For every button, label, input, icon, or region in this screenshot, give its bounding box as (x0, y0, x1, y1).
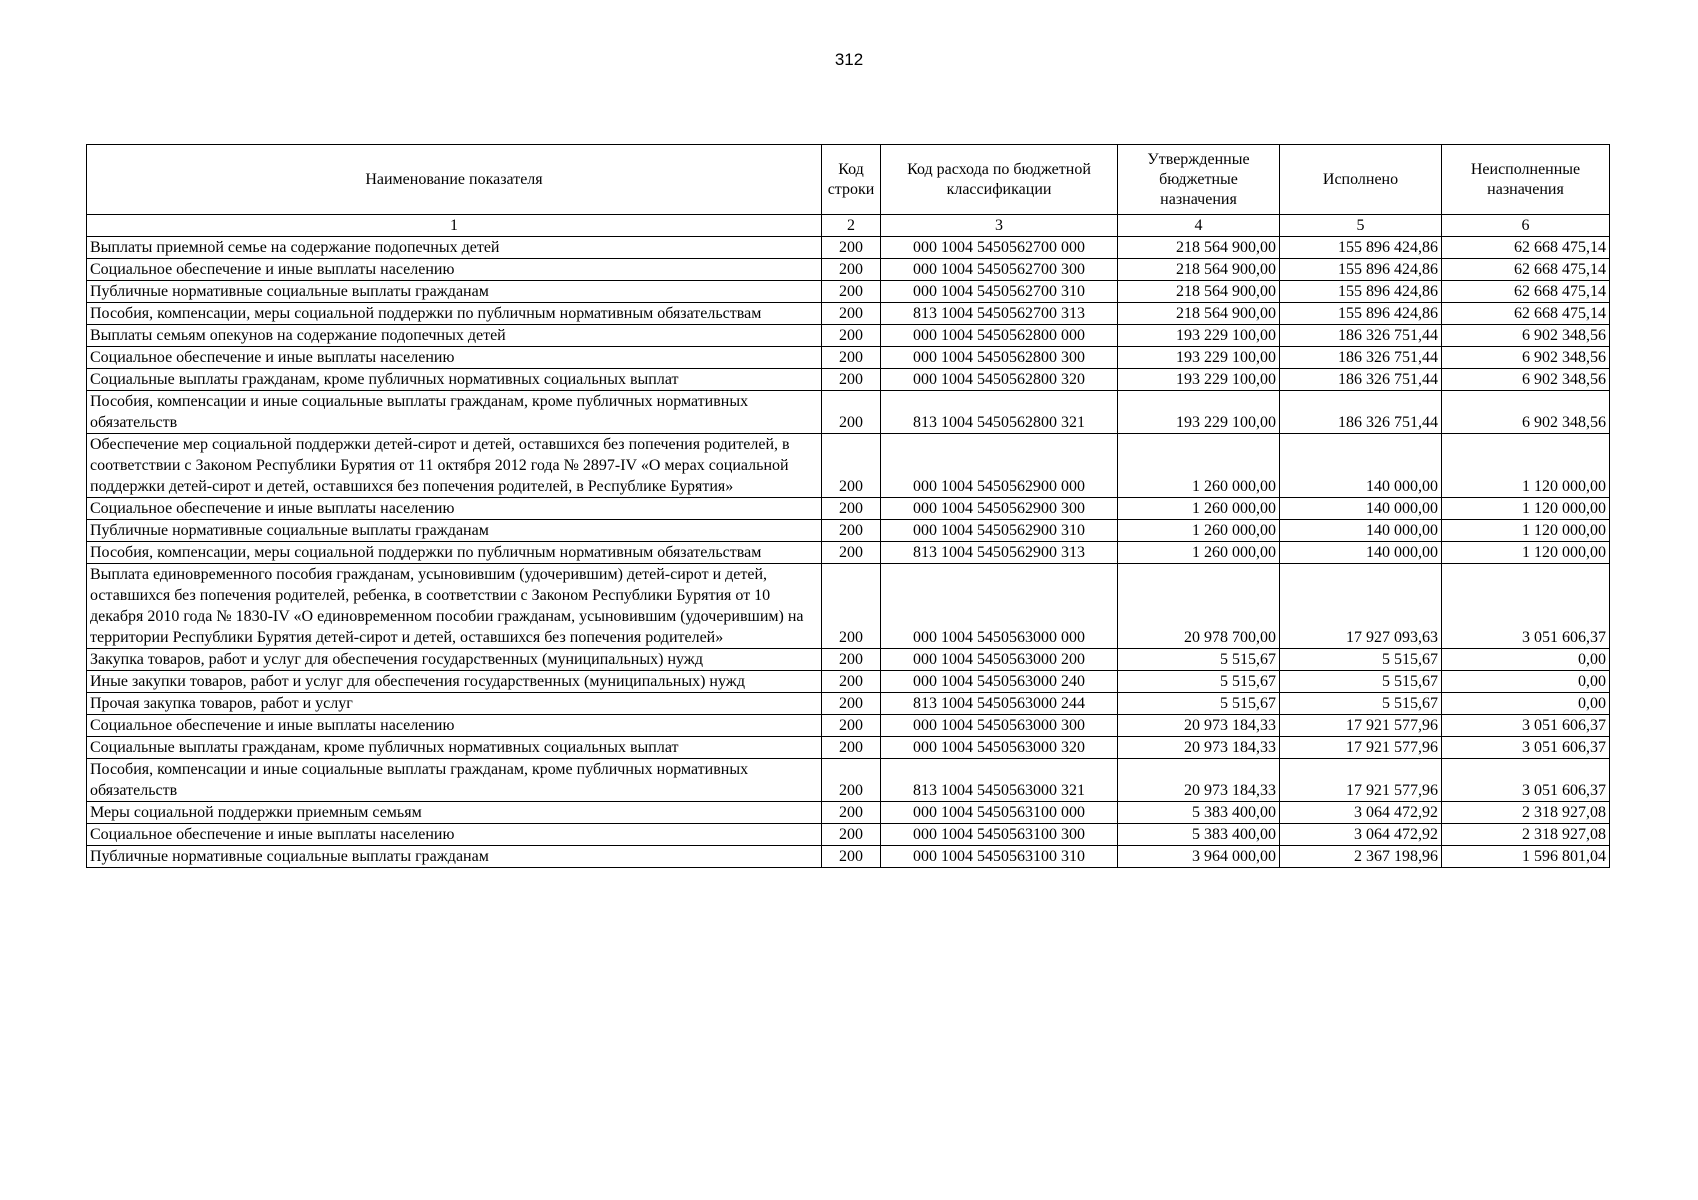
row-approved: 5 383 400,00 (1118, 802, 1280, 824)
row-unexecuted: 1 120 000,00 (1442, 542, 1610, 564)
row-unexecuted: 2 318 927,08 (1442, 824, 1610, 846)
row-code: 200 (822, 693, 881, 715)
column-number-row (87, 215, 1610, 237)
header-indicator-name: Наименование показателя (87, 145, 822, 215)
row-approved: 1 260 000,00 (1118, 498, 1280, 520)
row-code: 200 (822, 237, 881, 259)
row-expense-code: 000 1004 5450563000 300 (881, 715, 1118, 737)
row-name: Пособия, компенсации, меры социальной поддержки по публичным нормативным обязательствам (87, 542, 822, 564)
table-row (87, 824, 1610, 846)
row-name: Пособия, компенсации и иные социальные выплаты гражданам, кроме публичных нормативных обязательств (87, 759, 822, 802)
row-executed: 2 367 198,96 (1280, 846, 1442, 868)
row-name: Пособия, компенсации и иные социальные выплаты гражданам, кроме публичных нормативных обязательств (87, 391, 822, 434)
row-approved: 1 260 000,00 (1118, 542, 1280, 564)
row-executed: 155 896 424,86 (1280, 237, 1442, 259)
row-executed: 5 515,67 (1280, 649, 1442, 671)
table-row (87, 434, 1610, 498)
row-code: 200 (822, 759, 881, 802)
row-code: 200 (822, 542, 881, 564)
row-name: Социальные выплаты гражданам, кроме публичных нормативных социальных выплат (87, 737, 822, 759)
row-code: 200 (822, 802, 881, 824)
row-approved: 218 564 900,00 (1118, 281, 1280, 303)
row-approved: 20 978 700,00 (1118, 564, 1280, 649)
row-executed: 3 064 472,92 (1280, 824, 1442, 846)
table-row (87, 846, 1610, 868)
row-expense-code: 000 1004 5450563100 300 (881, 824, 1118, 846)
table-row (87, 759, 1610, 802)
row-name: Социальное обеспечение и иные выплаты населению (87, 715, 822, 737)
row-name: Выплаты семьям опекунов на содержание подопечных детей (87, 325, 822, 347)
row-approved: 1 260 000,00 (1118, 434, 1280, 498)
table-row (87, 237, 1610, 259)
row-name: Социальное обеспечение и иные выплаты населению (87, 259, 822, 281)
row-code: 200 (822, 259, 881, 281)
row-expense-code: 813 1004 5450562700 313 (881, 303, 1118, 325)
row-name: Выплата единовременного пособия гражданам, усыновившим (удочерившим) детей-сирот и детей, оставшихся без попечения родителей, ребенка, в соответствии с Законом Республики Бурятия от 10 декабря 2010 года № 1830-IV «О единовременном пособии гражданам, усыновившим (удочерившим) на территории Республики Бурятия детей-сирот и детей, оставшихся без попечения родителей» (87, 564, 822, 649)
row-name: Меры социальной поддержки приемным семьям (87, 802, 822, 824)
row-approved: 193 229 100,00 (1118, 369, 1280, 391)
table-row (87, 542, 1610, 564)
row-approved: 218 564 900,00 (1118, 303, 1280, 325)
row-approved: 218 564 900,00 (1118, 259, 1280, 281)
row-unexecuted: 0,00 (1442, 649, 1610, 671)
row-executed: 17 921 577,96 (1280, 759, 1442, 802)
row-executed: 186 326 751,44 (1280, 325, 1442, 347)
row-code: 200 (822, 498, 881, 520)
row-code: 200 (822, 281, 881, 303)
row-approved: 3 964 000,00 (1118, 846, 1280, 868)
column-number: 6 (1442, 215, 1610, 237)
row-code: 200 (822, 520, 881, 542)
row-approved: 193 229 100,00 (1118, 347, 1280, 369)
row-executed: 186 326 751,44 (1280, 347, 1442, 369)
row-expense-code: 000 1004 5450562900 310 (881, 520, 1118, 542)
row-executed: 155 896 424,86 (1280, 281, 1442, 303)
table-row (87, 259, 1610, 281)
row-approved: 5 515,67 (1118, 671, 1280, 693)
row-expense-code: 000 1004 5450562900 000 (881, 434, 1118, 498)
row-unexecuted: 0,00 (1442, 693, 1610, 715)
column-number: 2 (822, 215, 881, 237)
row-executed: 140 000,00 (1280, 434, 1442, 498)
row-code: 200 (822, 347, 881, 369)
row-expense-code: 000 1004 5450563000 240 (881, 671, 1118, 693)
table-row (87, 325, 1610, 347)
row-executed: 3 064 472,92 (1280, 802, 1442, 824)
table-row (87, 671, 1610, 693)
row-expense-code: 000 1004 5450562900 300 (881, 498, 1118, 520)
row-code: 200 (822, 824, 881, 846)
header-executed: Исполнено (1280, 145, 1442, 215)
row-unexecuted: 6 902 348,56 (1442, 347, 1610, 369)
table-row (87, 369, 1610, 391)
table-row (87, 649, 1610, 671)
row-approved: 5 383 400,00 (1118, 824, 1280, 846)
row-approved: 193 229 100,00 (1118, 325, 1280, 347)
row-expense-code: 000 1004 5450562700 310 (881, 281, 1118, 303)
row-code: 200 (822, 715, 881, 737)
row-expense-code: 000 1004 5450562800 000 (881, 325, 1118, 347)
row-unexecuted: 3 051 606,37 (1442, 737, 1610, 759)
table-row (87, 564, 1610, 649)
row-unexecuted: 1 120 000,00 (1442, 520, 1610, 542)
table-row (87, 347, 1610, 369)
row-executed: 155 896 424,86 (1280, 303, 1442, 325)
row-expense-code: 813 1004 5450562800 321 (881, 391, 1118, 434)
row-approved: 20 973 184,33 (1118, 759, 1280, 802)
row-executed: 17 921 577,96 (1280, 737, 1442, 759)
row-unexecuted: 6 902 348,56 (1442, 369, 1610, 391)
row-name: Пособия, компенсации, меры социальной поддержки по публичным нормативным обязательствам (87, 303, 822, 325)
row-expense-code: 000 1004 5450562700 000 (881, 237, 1118, 259)
row-approved: 1 260 000,00 (1118, 520, 1280, 542)
row-name: Социальное обеспечение и иные выплаты населению (87, 347, 822, 369)
row-code: 200 (822, 649, 881, 671)
row-code: 200 (822, 303, 881, 325)
row-code: 200 (822, 391, 881, 434)
row-expense-code: 000 1004 5450563100 310 (881, 846, 1118, 868)
row-approved: 5 515,67 (1118, 649, 1280, 671)
row-executed: 17 921 577,96 (1280, 715, 1442, 737)
column-number: 5 (1280, 215, 1442, 237)
row-code: 200 (822, 434, 881, 498)
row-unexecuted: 62 668 475,14 (1442, 237, 1610, 259)
row-code: 200 (822, 325, 881, 347)
column-number: 1 (87, 215, 822, 237)
header-approved: Утвержденные бюджетные назначения (1118, 145, 1280, 215)
row-expense-code: 813 1004 5450563000 321 (881, 759, 1118, 802)
row-name: Публичные нормативные социальные выплаты гражданам (87, 520, 822, 542)
row-name: Социальное обеспечение и иные выплаты населению (87, 824, 822, 846)
table-row (87, 303, 1610, 325)
row-name: Публичные нормативные социальные выплаты гражданам (87, 846, 822, 868)
row-unexecuted: 1 120 000,00 (1442, 498, 1610, 520)
row-name: Социальное обеспечение и иные выплаты населению (87, 498, 822, 520)
header-row-code: Код строки (822, 145, 881, 215)
row-name: Выплаты приемной семье на содержание подопечных детей (87, 237, 822, 259)
row-unexecuted: 1 120 000,00 (1442, 434, 1610, 498)
row-unexecuted: 2 318 927,08 (1442, 802, 1610, 824)
row-unexecuted: 6 902 348,56 (1442, 391, 1610, 434)
row-name: Прочая закупка товаров, работ и услуг (87, 693, 822, 715)
row-unexecuted: 62 668 475,14 (1442, 303, 1610, 325)
column-number: 4 (1118, 215, 1280, 237)
row-unexecuted: 3 051 606,37 (1442, 564, 1610, 649)
table-row (87, 737, 1610, 759)
row-unexecuted: 3 051 606,37 (1442, 715, 1610, 737)
table-row (87, 715, 1610, 737)
row-code: 200 (822, 846, 881, 868)
page-number: 312 (834, 50, 864, 69)
header-unexecuted: Неисполненные назначения (1442, 145, 1610, 215)
row-expense-code: 000 1004 5450563000 000 (881, 564, 1118, 649)
row-code: 200 (822, 737, 881, 759)
row-name: Обеспечение мер социальной поддержки детей-сирот и детей, оставшихся без попечения родителей, в соответствии с Законом Республики Бурятия от 11 октября 2012 года № 2897-IV «О мерах социальной поддержки детей-сирот и детей, оставшихся без попечения родителей, в Республике Бурятия» (87, 434, 822, 498)
row-unexecuted: 1 596 801,04 (1442, 846, 1610, 868)
table-row (87, 693, 1610, 715)
table-row (87, 498, 1610, 520)
row-approved: 5 515,67 (1118, 693, 1280, 715)
row-expense-code: 000 1004 5450563100 000 (881, 802, 1118, 824)
row-approved: 193 229 100,00 (1118, 391, 1280, 434)
row-code: 200 (822, 564, 881, 649)
row-unexecuted: 6 902 348,56 (1442, 325, 1610, 347)
row-expense-code: 000 1004 5450562700 300 (881, 259, 1118, 281)
budget-execution-table (86, 144, 1610, 868)
row-unexecuted: 0,00 (1442, 671, 1610, 693)
table-header-row (87, 145, 1610, 215)
row-unexecuted: 62 668 475,14 (1442, 281, 1610, 303)
header-expense-code: Код расхода по бюджетной классификации (881, 145, 1118, 215)
table-row (87, 391, 1610, 434)
row-expense-code: 000 1004 5450563000 320 (881, 737, 1118, 759)
row-executed: 17 927 093,63 (1280, 564, 1442, 649)
row-executed: 140 000,00 (1280, 498, 1442, 520)
table-row (87, 802, 1610, 824)
row-approved: 20 973 184,33 (1118, 737, 1280, 759)
row-executed: 140 000,00 (1280, 542, 1442, 564)
row-unexecuted: 3 051 606,37 (1442, 759, 1610, 802)
row-approved: 218 564 900,00 (1118, 237, 1280, 259)
row-name: Закупка товаров, работ и услуг для обеспечения государственных (муниципальных) нужд (87, 649, 822, 671)
row-executed: 5 515,67 (1280, 693, 1442, 715)
row-executed: 155 896 424,86 (1280, 259, 1442, 281)
row-name: Социальные выплаты гражданам, кроме публичных нормативных социальных выплат (87, 369, 822, 391)
row-code: 200 (822, 671, 881, 693)
row-expense-code: 000 1004 5450563000 200 (881, 649, 1118, 671)
row-name: Иные закупки товаров, работ и услуг для обеспечения государственных (муниципальных) нужд (87, 671, 822, 693)
row-unexecuted: 62 668 475,14 (1442, 259, 1610, 281)
row-code: 200 (822, 369, 881, 391)
table-row (87, 281, 1610, 303)
row-approved: 20 973 184,33 (1118, 715, 1280, 737)
table-row (87, 520, 1610, 542)
column-number: 3 (881, 215, 1118, 237)
row-name: Публичные нормативные социальные выплаты гражданам (87, 281, 822, 303)
row-executed: 186 326 751,44 (1280, 391, 1442, 434)
row-expense-code: 813 1004 5450562900 313 (881, 542, 1118, 564)
row-executed: 140 000,00 (1280, 520, 1442, 542)
row-expense-code: 813 1004 5450563000 244 (881, 693, 1118, 715)
row-expense-code: 000 1004 5450562800 320 (881, 369, 1118, 391)
row-executed: 186 326 751,44 (1280, 369, 1442, 391)
row-executed: 5 515,67 (1280, 671, 1442, 693)
row-expense-code: 000 1004 5450562800 300 (881, 347, 1118, 369)
